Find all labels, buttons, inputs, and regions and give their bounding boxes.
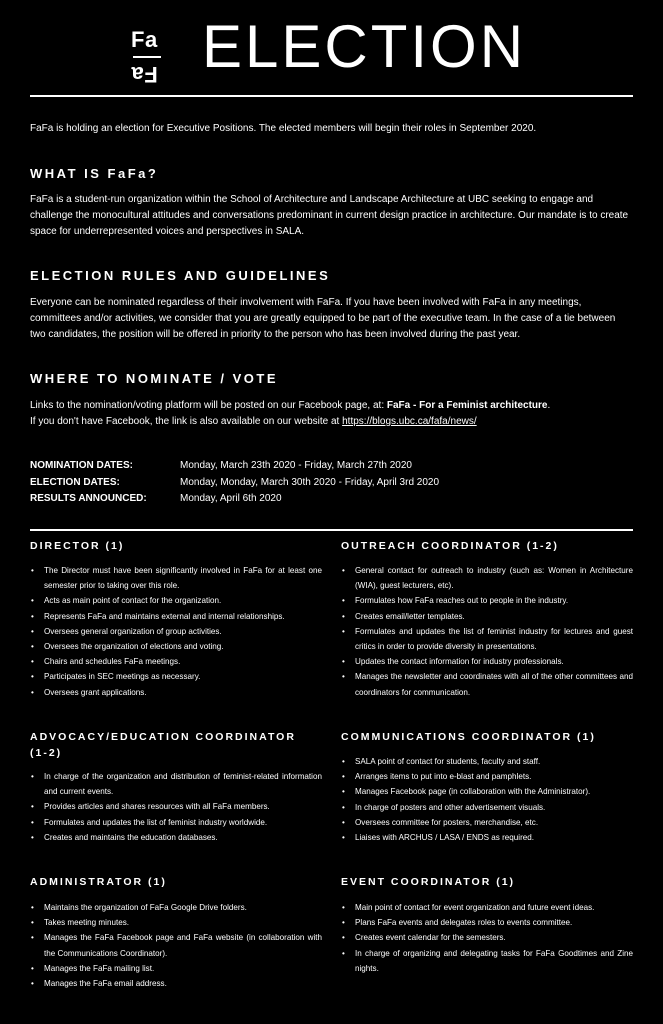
date-row	[30, 458, 439, 475]
director-heading: DIRECTOR (1)	[30, 540, 125, 552]
list-item: • Updates the contact information for industry professionals.	[341, 654, 633, 669]
list-item: • Main point of contact for event organization and future event ideas.	[341, 900, 633, 915]
outreach-list	[341, 563, 633, 700]
dates-table	[30, 458, 439, 508]
list-item: • Acts as main point of contact for the organization.	[30, 593, 322, 608]
list-item: • Creates and maintains the education databases.	[30, 830, 322, 845]
list-item: • General contact for outreach to industry (such as: Women in Architecture (WIA), guest lecturers, etc).	[341, 563, 633, 593]
list-item: • Takes meeting minutes.	[30, 915, 322, 930]
list-item: • Liaises with ARCHUS / LASA / ENDS as required.	[341, 830, 633, 845]
list-item: • Arranges items to put into e-blast and pamphlets.	[341, 769, 633, 784]
list-item: • Maintains the organization of FaFa Google Drive folders.	[30, 900, 322, 915]
logo-divider	[133, 56, 161, 58]
what-body: FaFa is a student-run organization within the School of Architecture and Landscape Architecture at UBC seeking to engage and challenge the monocultural attitudes and conversations predominant in current design practice in architecture. Our mandate is to create space for underrepresented voices and perspectives in SALA.	[30, 194, 629, 237]
date-value: Monday, April 6th 2020	[180, 493, 282, 504]
date-label: NOMINATION DATES:	[30, 460, 133, 471]
list-item: • Formulates and updates the list of feminist industry for lectures and guest critics in order to provide diversity in presentations.	[341, 624, 633, 654]
nominate-text: Links to the nomination/voting platform will be posted on our Facebook page, at:	[30, 400, 387, 411]
list-item: • SALA point of contact for students, faculty and staff.	[341, 754, 633, 769]
page-title: ELECTION	[202, 13, 527, 80]
logo-text-bottom: Fa	[131, 62, 158, 87]
advocacy-heading-line1: ADVOCACY/EDUCATION COORDINATOR	[30, 731, 296, 743]
nominate-punct: .	[547, 400, 551, 411]
list-item: • Oversees general organization of group activities.	[30, 624, 322, 639]
list-item: • Provides articles and shares resources with all FaFa members.	[30, 799, 322, 814]
date-value: Monday, Monday, March 30th 2020 - Friday, April 3rd 2020	[180, 476, 440, 488]
fafa-logo	[131, 27, 167, 85]
intro-text: FaFa is holding an election for Executive Positions. The elected members will begin their roles in September 2020.	[30, 123, 537, 134]
list-item: • Manages the FaFa mailing list.	[30, 961, 322, 976]
list-item: • Chairs and schedules FaFa meetings.	[30, 654, 322, 669]
header-divider	[30, 95, 633, 97]
website-link[interactable]: https://blogs.ubc.ca/fafa/news/	[342, 416, 477, 427]
list-item: • Creates email/letter templates.	[341, 609, 633, 624]
facebook-page-name: FaFa - For a Feminist architecture	[386, 400, 548, 411]
outreach-heading: OUTREACH COORDINATOR (1-2)	[341, 540, 559, 552]
list-item: • Plans FaFa events and delegates roles to events committee.	[341, 915, 633, 930]
list-item: • In charge of the organization and distribution of feminist-related information and current events.	[30, 769, 322, 799]
list-item: • Oversees the organization of elections and voting.	[30, 639, 322, 654]
nominate-heading: WHERE TO NOMINATE / VOTE	[30, 371, 279, 386]
list-item: • Manages the FaFa Facebook page and FaFa website (in collaboration with the Communications Coordinator).	[30, 930, 322, 960]
advocacy-heading-line2: (1-2)	[30, 747, 63, 759]
communications-list	[341, 754, 633, 845]
list-item: • Oversees committee for posters, merchandise, etc.	[341, 815, 633, 830]
event-heading: EVENT COORDINATOR (1)	[341, 876, 516, 888]
date-value: Monday, March 23th 2020 - Friday, March 27th 2020	[180, 460, 412, 471]
date-row	[30, 475, 439, 492]
rules-heading: ELECTION RULES AND GUIDELINES	[30, 268, 331, 283]
director-list	[30, 563, 322, 700]
list-item: • Participates in SEC meetings as necessary.	[30, 669, 322, 684]
event-list	[341, 900, 633, 976]
list-item: • Represents FaFa and maintains external and internal relationships.	[30, 609, 322, 624]
list-item: • Manages the FaFa email address.	[30, 976, 322, 991]
list-item: • Manages the newsletter and coordinates with all of the other committees and coordinators for communication.	[341, 669, 633, 699]
list-item: • In charge of organizing and delegating tasks for FaFa Goodtimes and Zine nights.	[341, 946, 633, 976]
nominate-body	[30, 398, 633, 430]
list-item: • Creates event calendar for the semesters.	[341, 930, 633, 945]
list-item: • Manages Facebook page (in collaboration with the Administrator).	[341, 784, 633, 799]
list-item: • The Director must have been significantly involved in FaFa for at least one semester prior to taking over this role.	[30, 563, 322, 593]
administrator-list	[30, 900, 322, 991]
rules-body: Everyone can be nominated regardless of their involvement with FaFa. If you have been involved with FaFa in any meetings, committees and/or activities, we consider that you are greatly equipped to be part of the executive team. In the case of a tie between two candidates, the position will be offered in priority to the person who has been involved during the past year.	[30, 297, 616, 340]
communications-heading: COMMUNICATIONS COORDINATOR (1)	[341, 731, 596, 743]
website-text: If you don't have Facebook, the link is also available on our website at	[30, 416, 343, 427]
list-item: • Formulates how FaFa reaches out to people in the industry.	[341, 593, 633, 608]
advocacy-list	[30, 769, 322, 845]
list-item: • In charge of posters and other advertisement visuals.	[341, 800, 633, 815]
list-item: • Formulates and updates the list of feminist industry worldwide.	[30, 815, 322, 830]
administrator-heading: ADMINISTRATOR (1)	[30, 876, 167, 888]
roles-divider	[30, 529, 633, 531]
date-row	[30, 491, 439, 508]
logo-text-top: Fa	[131, 27, 158, 52]
list-item: • Oversees grant applications.	[30, 685, 322, 700]
date-label: RESULTS ANNOUNCED:	[30, 493, 147, 504]
advocacy-heading	[30, 729, 322, 761]
what-heading: WHAT IS FaFa?	[30, 166, 159, 181]
date-label: ELECTION DATES:	[30, 476, 120, 488]
